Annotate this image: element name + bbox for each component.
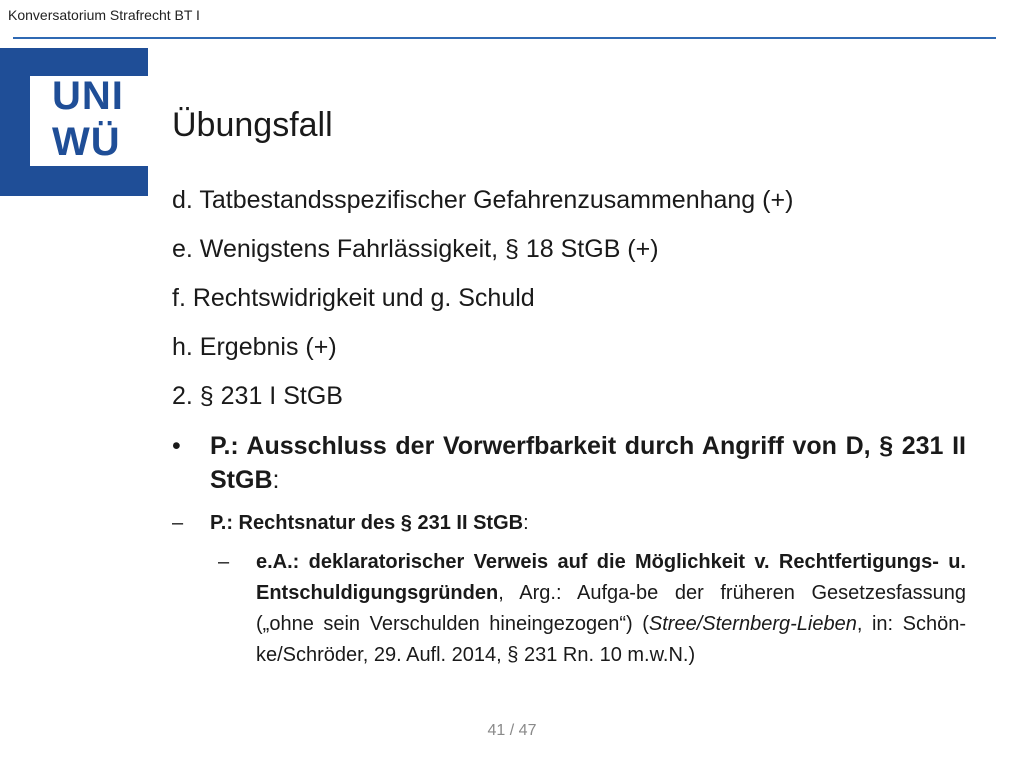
logo-text-uni: UNI [52, 74, 124, 118]
logo-text-wu: WÜ [52, 120, 121, 164]
dash-marker: – [218, 551, 230, 573]
bullet-bold-text: P.: Ausschluss der Vorwerfbarkeit durch Angriff von D, § 231 II StGB [210, 432, 966, 494]
slide-title: Übungsfall [172, 106, 333, 144]
opinion-bold-text: e.A.: deklaratorischer Verweis auf die Möglichkeit v. Rechtfertigungs- u. Entschuldigungsgründen [256, 551, 966, 604]
outline-item-2: 2. § 231 I StGB [172, 382, 343, 410]
outline-item-f: f. Rechtswidrigkeit und g. Schuld [172, 284, 535, 312]
outline-item-d: d. Tatbestandsspezifischer Gefahrenzusammenhang (+) [172, 186, 794, 214]
opinion-citation-authors: Stree/Sternberg-Lieben [648, 613, 857, 635]
bullet-rest-text: : [272, 466, 280, 494]
opinion-citation-rest: , in: Schön-ke/Schröder, 29. Aufl. 2014, § 231 Rn. 10 m.w.N.) [256, 613, 966, 666]
bullet-problem [172, 429, 966, 497]
opinion-mid-text: , Arg.: Aufga-be der früheren Gesetzesfassung („ohne sein Verschulden hineingezogen“) ( [256, 582, 966, 635]
page-number: 41 / 47 [487, 722, 537, 739]
bullet-marker: • [172, 432, 181, 460]
sub-item-legal-nature [172, 509, 966, 537]
outline-item-e: e. Wenigstens Fahrlässigkeit, § 18 StGB (+) [172, 235, 659, 263]
sub-sub-item-opinion [218, 547, 966, 671]
dash-marker: – [172, 512, 184, 534]
outline-item-h: h. Ergebnis (+) [172, 333, 337, 361]
university-logo [0, 48, 148, 196]
sub-item-rest-text: : [523, 512, 529, 534]
header-title: Konversatorium Strafrecht BT I [8, 7, 200, 23]
header-divider [13, 37, 996, 39]
slide-content [172, 184, 966, 671]
sub-item-bold-text: P.: Rechtsnatur des § 231 II StGB [210, 512, 524, 534]
